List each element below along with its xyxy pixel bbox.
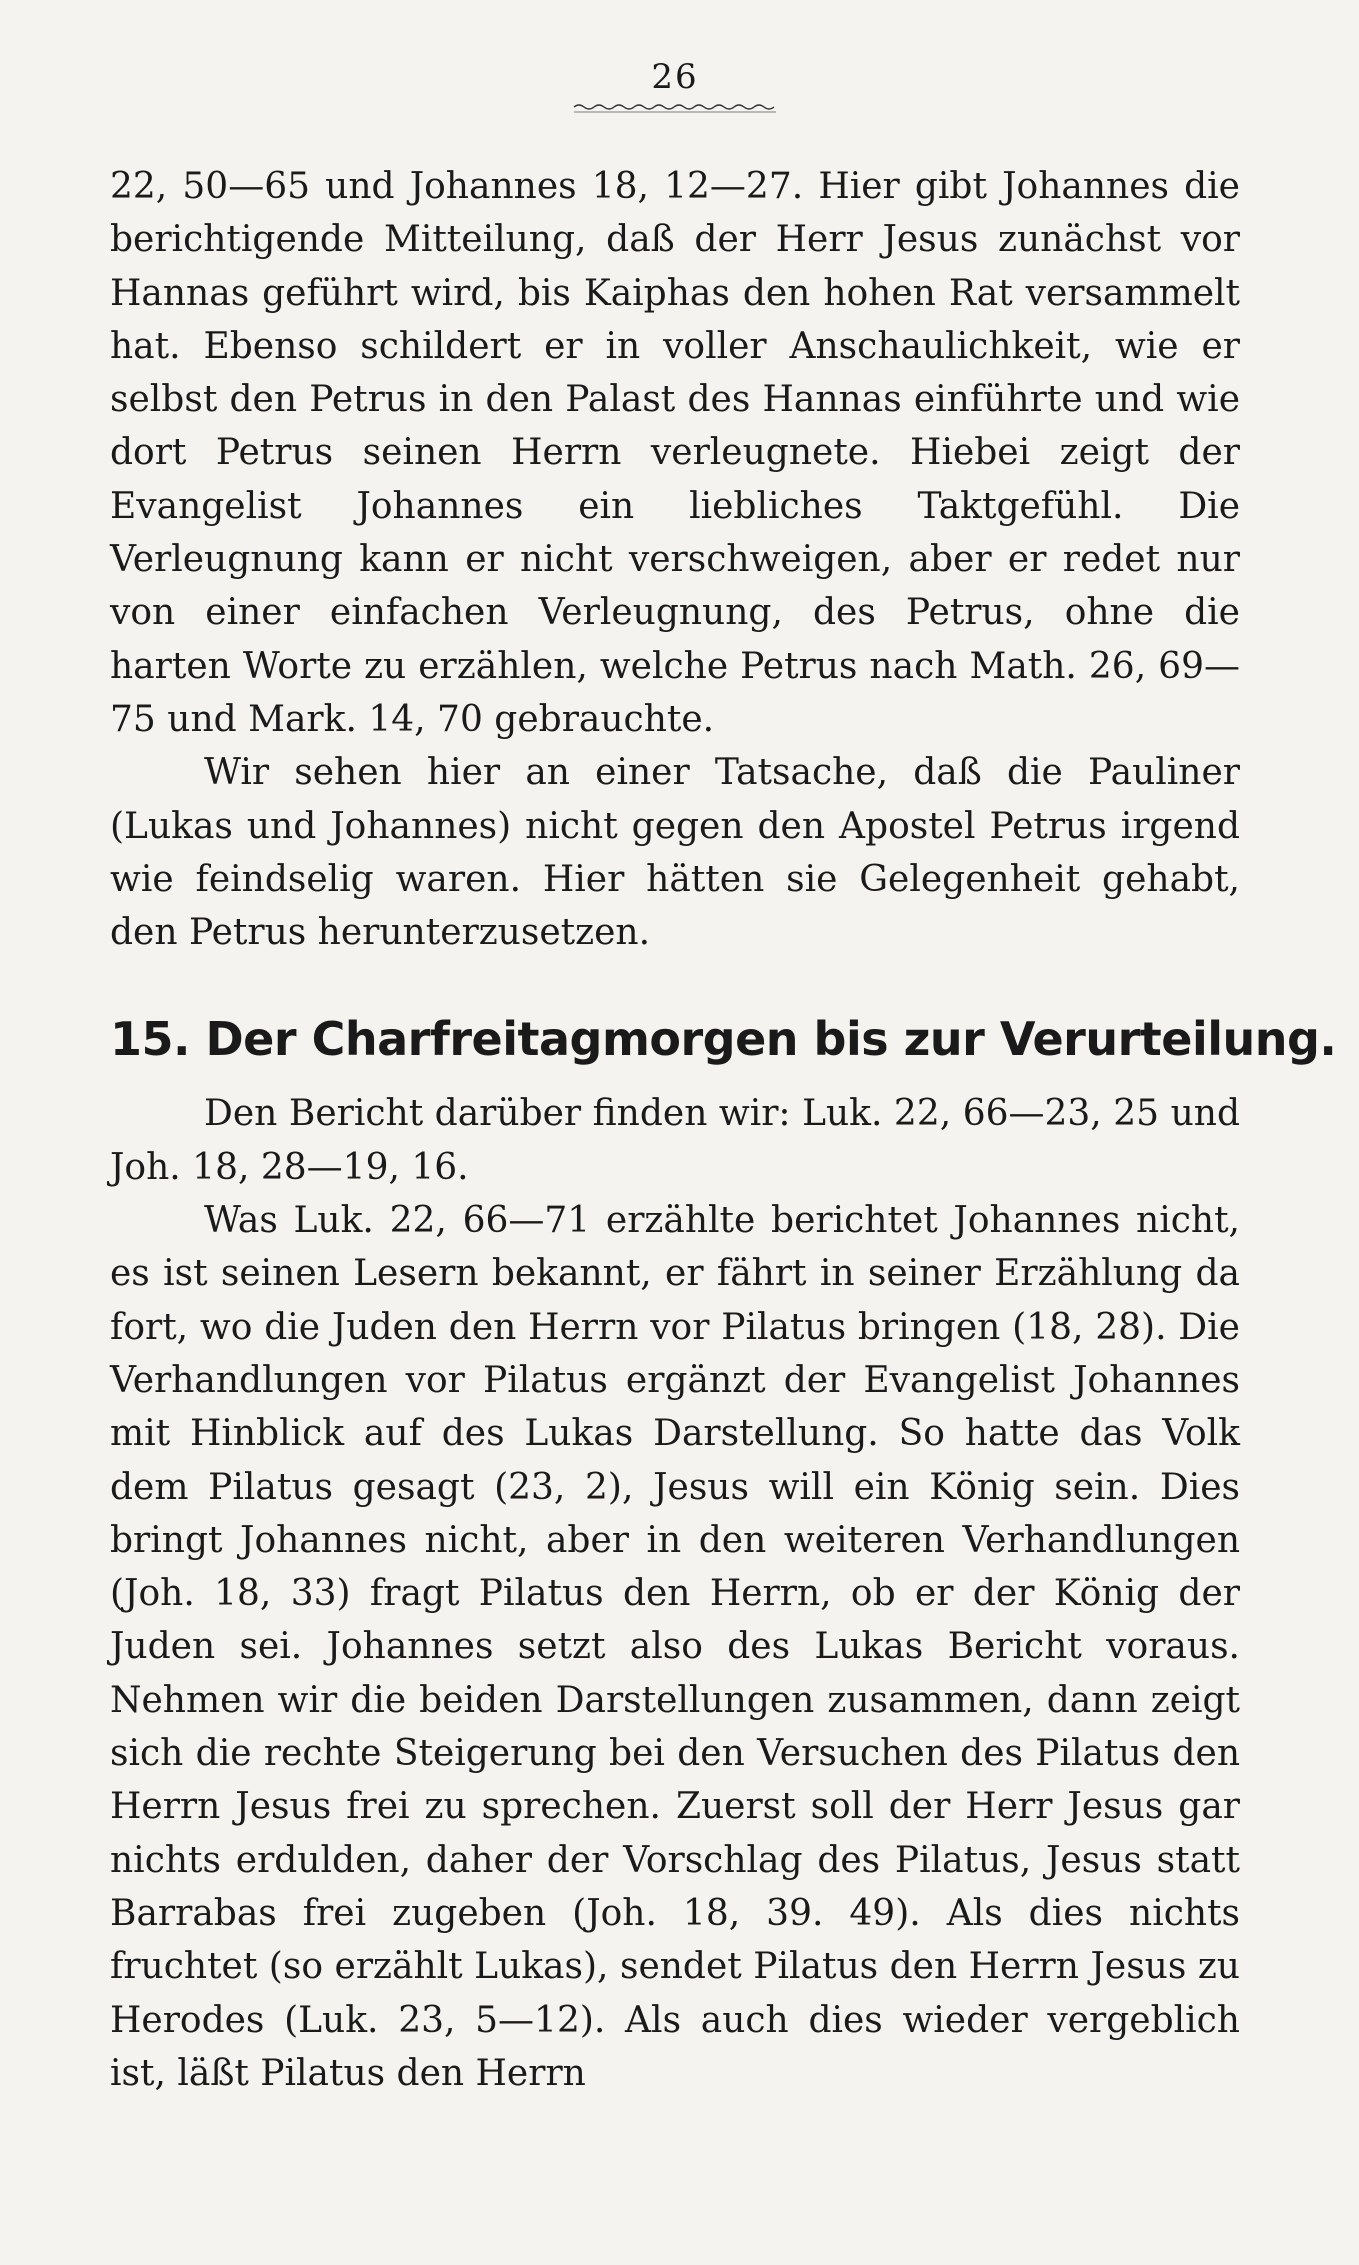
book-page xyxy=(110,57,1337,2100)
paragraph-pauliner: Wir sehen hier an einer Tatsache, daß die Pauliner (Lukas und Johannes) nicht gegen den Apostel Petrus irgend wie feindselig waren. Hier hätten sie Gelegenheit gehabt, den Petrus herunterzusetzen. xyxy=(110,752,1240,954)
section-heading: 15. Der Charfreitagmorgen bis zur Verurteilung. xyxy=(110,1012,1337,1067)
paragraph-continued: 22, 50—65 und Johannes 18, 12—27. Hier gibt Johannes die berichtigende Mitteilung, daß der Herr Jesus zunächst vor Hannas geführt wird, bis Kaiphas den hohen Rat versammelt hat. Ebenso schildert er in voller Anschaulichkeit, wie er selbst den Petrus in den Palast des Hannas einführte und wie dort Petrus seinen Herrn verleugnete. Hiebei zeigt der Evangelist Johannes ein liebliches Taktgefühl. Die Verleugnung kann er nicht verschweigen, aber er redet nur von einer einfachen Verleugnung, des Petrus, ohne die harten Worte zu erzählen, welche Petrus nach Math. 26, 69—75 und Mark. 14, 70 gebrauchte. xyxy=(110,166,1240,740)
paragraph-bericht: Den Bericht darüber finden wir: Luk. 22, 66—23, 25 und Joh. 18, 28—19, 16. xyxy=(110,1093,1240,1188)
page-number: 26 xyxy=(651,57,699,97)
page-number-ornament xyxy=(570,102,780,116)
paragraph-main: Was Luk. 22, 66—71 erzählte berichtet Johannes nicht, es ist seinen Lesern bekannt, er fährt in seiner Erzählung da fort, wo die Juden den Herrn vor Pilatus bringen (18, 28). Die Verhandlungen vor Pilatus ergänzt der Evangelist Johannes mit Hinblick auf des Lukas Darstellung. So hatte das Volk dem Pilatus gesagt (23, 2), Jesus will ein König sein. Dies bringt Johannes nicht, aber in den weiteren Verhandlungen (Joh. 18, 33) fragt Pilatus den Herrn, ob er der König der Juden sei. Johannes setzt also des Lukas Bericht voraus. Nehmen wir die beiden Darstellungen zusammen, dann zeigt sich die rechte Steigerung bei den Versuchen des Pilatus den Herrn Jesus frei zu sprechen. Zuerst soll der Herr Jesus gar nichts erdulden, daher der Vorschlag des Pilatus, Jesus statt Barrabas frei zugeben (Joh. 18, 39. 49). Als dies nichts fruchtet (so erzählt Lukas), sendet Pilatus den Herrn Jesus zu Herodes (Luk. 23, 5—12). Als auch dies wieder vergeblich ist, läßt Pilatus den Herrn xyxy=(110,1200,1240,2094)
